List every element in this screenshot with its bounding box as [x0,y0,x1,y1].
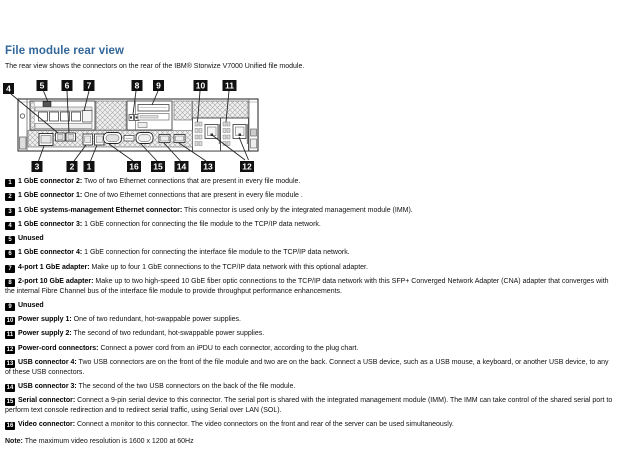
item-text: One of two redundant, hot-swappable power supplies. [71,316,241,324]
connector-list-item [5,382,616,392]
callout-10: 10 [195,80,206,91]
connector-list [5,177,616,446]
note-label: Note: [5,437,23,445]
item-number-badge: 9 [5,303,15,311]
power-supply-2 [221,118,249,151]
connector-list-item [5,220,616,230]
item-number-badge: 6 [5,250,15,258]
item-label: Unused [18,235,44,243]
note-text: The maximum video resolution is 1600 x 1200 at 60Hz [22,437,194,445]
rear-view-diagram [3,79,259,175]
right-flange-detail [251,139,257,148]
connector-list-item [5,263,616,273]
callout-14: 14 [176,161,187,172]
riser-top-connector [43,102,51,107]
item-label: 1 GbE connector 1: [18,192,83,200]
vent-hatch [193,101,249,118]
item-label: 1 GbE systems-management Ethernet connector: [18,206,183,214]
callout-16: 16 [129,161,139,172]
connector-list-item [5,248,616,258]
item-number-badge: 12 [6,346,14,353]
vent-hatch [174,101,192,120]
note [5,437,616,447]
left-latch [20,137,27,149]
connector-list-item [5,277,616,297]
callout-badges-top [3,80,237,94]
callout-2: 2 [69,161,75,172]
item-number-badge: 11 [6,332,14,339]
page-title: File module rear view [5,45,125,57]
item-label: 2-port 10 GbE adapter: [18,278,94,286]
callout-3: 3 [34,161,40,172]
item-label: 1 GbE connector 4: [18,249,83,257]
item-text: Two of two Ethernet connections that are present in every file module. [82,178,301,185]
item-label: 1 GbE connector 3: [18,220,83,228]
connector-list-item [5,191,616,201]
connector-list-item [5,344,616,354]
callout-6: 6 [64,80,70,91]
item-number-badge: 10 [6,318,14,325]
connector-list-item [5,358,616,378]
power-supply-1 [193,118,221,151]
item-text: Connect a power cord from an iPDU to each connector, according to the plug chart. [98,344,359,352]
item-number-badge: 8 [5,279,15,287]
item-label: 4-port 1 GbE adapter: [18,263,90,271]
connector-list-item [5,234,616,244]
item-text: Connect a monitor to this connector. The video connectors on the front and rear of the server can be used simultaneously. [75,420,454,428]
item-label: Serial connector: [18,397,76,405]
item-label: USB connector 4: [18,359,77,367]
item-label: 1 GbE connector 2: [18,178,83,185]
item-number-badge: 5 [5,236,15,244]
item-text: Make up to two high-speed 10 GbE fiber optic connections to the TCP/IP data network with this SFP+ Converged Network Adapter (CNA) adapter that converges with the internal Fibre Channel bus of the interface file module to provide throughput performance enhancements. [5,278,609,296]
item-number-badge: 2 [5,193,15,201]
item-text: Two USB connectors are on the front of the file module and two are on the back. Connect a USB device, such as a USB mouse, a keyboard, or another USB device, to any of these USB connectors. [5,359,609,377]
item-number-badge: 3 [5,208,15,216]
item-number-badge: 15 [6,399,14,406]
gbe-adapter-port [39,112,48,121]
connector-list-item [5,396,616,416]
item-text: The second of the two USB connectors on the back of the file module. [76,382,296,390]
callout-9: 9 [156,80,161,91]
item-number-badge: 7 [5,265,15,273]
item-number-badge: 14 [6,384,14,391]
item-text: Make up to four 1 GbE connections to the TCP/IP data network with this optional adapter. [89,263,368,271]
item-text: 1 GbE connection for connecting the file module to the TCP/IP data network. [82,220,321,228]
connector-list-item [5,315,616,325]
item-label: Unused [18,301,44,309]
callout-badges-bottom [32,161,255,172]
intro-text: The rear view shows the connectors on the rear of the IBM® Storwize V7000 Unified file module. [5,63,305,70]
right-flange-detail [251,129,257,136]
callout-8: 8 [134,80,140,91]
connector-list-item [5,177,616,187]
callout-11: 11 [225,80,234,91]
gbe-adapter-port [72,112,81,121]
item-number-badge: 1 [5,179,15,187]
callout-1: 1 [86,161,92,172]
filler-panel-hatch [96,101,126,130]
connector-list-item [5,420,616,430]
item-label: Video connector: [18,420,76,428]
item-number-badge: 16 [6,422,14,429]
gbe-adapter-port [50,112,59,121]
item-text: This connector is used only by the integrated management module (IMM). [182,206,413,214]
callout-7: 7 [86,80,92,91]
item-text: The second of two redundant, hot-swappable power supplies. [71,330,265,338]
connector-list-item [5,301,616,311]
callout-13: 13 [203,161,213,172]
server-rear-diagram-svg [3,79,259,175]
connector-list-item [5,329,616,339]
item-text: Connect a 9-pin serial device to this connector. The serial port is shared with the integrated management module (IMM). The IMM can take control of the shared serial port to perform text console redirection and to redirect serial traffic, using Serial over LAN (SOL). [5,397,613,415]
connector-list-item [5,206,616,216]
item-label: USB connector 3: [18,382,77,390]
item-label: Power supply 2: [18,330,72,338]
item-number-badge: 4 [5,222,15,230]
callout-12: 12 [242,161,252,172]
callout-5: 5 [39,80,45,91]
callout-4: 4 [6,83,11,94]
item-text: One of two Ethernet connections that are present in every file module . [82,192,303,200]
item-label: Power supply 1: [18,316,72,324]
item-text: 1 GbE connection for connecting the interface file module to the TCP/IP data network. [82,249,350,257]
callout-15: 15 [153,161,163,172]
item-label: Power-cord connectors: [18,344,99,352]
item-number-badge: 13 [6,361,14,368]
